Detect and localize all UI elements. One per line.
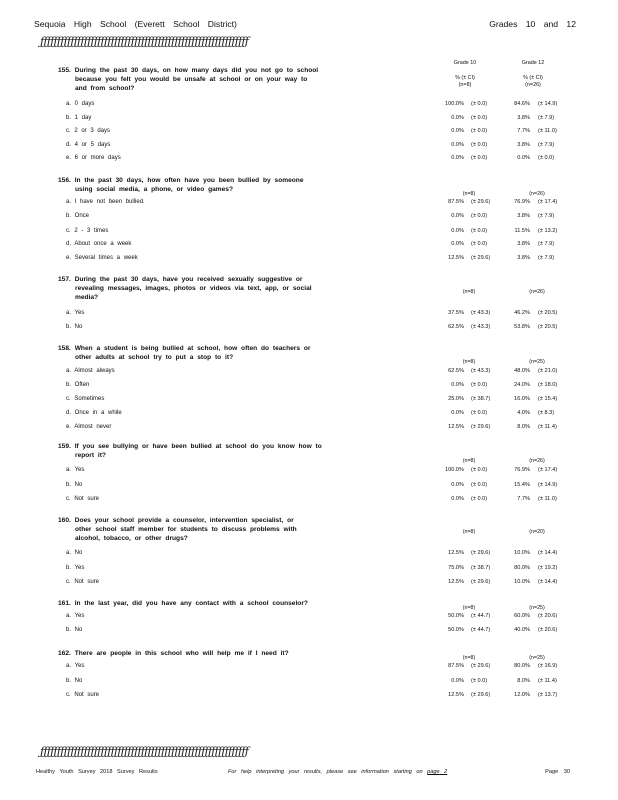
answer-row	[66, 142, 566, 154]
grade10-ci: (± 0.0)	[471, 115, 488, 121]
answer-label: c. 2 - 3 times	[66, 228, 109, 234]
grade10-percent: 12.5%	[448, 255, 464, 261]
grade10-percent: 0.0%	[451, 678, 464, 684]
grade12-ci: (± 8.3)	[538, 410, 555, 416]
grade10-ci: (± 29.6)	[471, 255, 491, 261]
question-text: During the past 30 days, have you received sexually suggestive or	[74, 276, 303, 283]
grade12-ci: (± 14.4)	[538, 550, 558, 556]
answer-row	[66, 627, 566, 639]
answer-label: a. Yes	[66, 613, 85, 619]
grade12-ci: (± 7.9)	[538, 142, 555, 148]
answer-label: a. 0 days	[66, 101, 95, 107]
grade12-percent: 3.8%	[517, 142, 530, 148]
grade10-percent: 0.0%	[451, 115, 464, 121]
grade10-percent: 100.0%	[445, 101, 464, 107]
grade10-n: (n=8)	[458, 82, 472, 88]
footer-page-number: Page 30	[545, 769, 570, 775]
grade10-percent: 75.0%	[448, 565, 464, 571]
answer-label: b. No	[66, 678, 83, 684]
sample-size-grade10: (n=8)	[462, 529, 476, 535]
answer-row	[66, 128, 566, 140]
answer-row	[66, 115, 566, 127]
answer-label: a. Yes	[66, 663, 85, 669]
grade12-ci: (± 20.5)	[538, 324, 558, 330]
grade10-ci: (± 0.0)	[471, 496, 488, 502]
grade12-percent: 0.0%	[517, 155, 530, 161]
grade10-percent: 0.0%	[451, 410, 464, 416]
grade12-ci: (± 16.9)	[538, 663, 558, 669]
question-159	[58, 443, 358, 461]
question-156	[58, 177, 358, 195]
grade10-ci: (± 43.3)	[471, 310, 491, 316]
grade10-percent: 100.0%	[445, 467, 464, 473]
grade12-sub: % (± CI)	[523, 75, 543, 81]
column-header-grade10	[440, 60, 490, 89]
answer-row	[66, 255, 566, 267]
sample-size-grade12: (n=25)	[529, 359, 545, 365]
page-header-school: Sequoia High School (Everett School District)	[34, 19, 237, 29]
grade12-ci: (± 11.4)	[538, 678, 557, 684]
grade12-ci: (± 14.9)	[538, 101, 558, 107]
question-number: 156.	[58, 177, 71, 184]
grade12-percent: 4.0%	[517, 410, 530, 416]
grade12-ci: (± 19.2)	[538, 565, 558, 571]
grade10-ci: (± 29.6)	[471, 424, 491, 430]
grade12-percent: 3.8%	[517, 241, 530, 247]
grade12-ci: (± 14.9)	[538, 482, 558, 488]
grade10-ci: (± 0.0)	[471, 213, 488, 219]
grade10-ci: (± 43.3)	[471, 324, 491, 330]
grade12-percent: 10.0%	[514, 550, 530, 556]
grade12-ci: (± 14.4)	[538, 579, 558, 585]
question-number: 159.	[58, 443, 71, 450]
question-text: In the past 30 days, how often have you been bullied by someone	[74, 177, 304, 184]
sample-size-grade10: (n=8)	[462, 458, 476, 464]
grade10-percent: 0.0%	[451, 128, 464, 134]
grade10-percent: 87.5%	[448, 663, 464, 669]
question-160	[58, 517, 358, 544]
grade12-ci: (± 11.0)	[538, 496, 557, 502]
sample-size-grade10: (n=8)	[462, 359, 476, 365]
grade10-ci: (± 0.0)	[471, 410, 488, 416]
grade12-percent: 53.8%	[514, 324, 530, 330]
grade12-percent: 7.7%	[517, 496, 530, 502]
grade10-ci: (± 38.7)	[471, 396, 491, 402]
grade10-percent: 0.0%	[451, 382, 464, 388]
grade10-percent: 0.0%	[451, 142, 464, 148]
grade12-percent: 16.0%	[514, 396, 530, 402]
grade12-percent: 3.8%	[517, 213, 530, 219]
answer-row	[66, 101, 566, 113]
answer-label: b. 1 day	[66, 115, 92, 121]
answer-row	[66, 467, 566, 479]
grade10-sub: % (± CI)	[455, 75, 475, 81]
question-text-line	[58, 600, 358, 609]
sample-size-grade10: (n=8)	[462, 605, 476, 611]
grade12-percent: 7.7%	[517, 128, 530, 134]
grade12-ci: (± 21.0)	[538, 368, 558, 374]
grade10-percent: 62.5%	[448, 368, 464, 374]
grade12-percent: 12.0%	[514, 692, 530, 698]
answer-label: e. Several times a week	[66, 255, 138, 261]
question-text-line: and from school?	[75, 84, 135, 92]
grade10-ci: (± 0.0)	[471, 482, 488, 488]
grade10-percent: 12.5%	[448, 579, 464, 585]
question-number: 155.	[58, 67, 71, 74]
grade10-percent: 50.0%	[448, 613, 464, 619]
answer-label: b. Often	[66, 382, 90, 388]
footer-help-text	[228, 769, 447, 775]
grade10-ci: (± 29.6)	[471, 550, 491, 556]
grade12-ci: (± 17.4)	[538, 199, 558, 205]
question-number: 157.	[58, 276, 71, 283]
grade10-ci: (± 44.7)	[471, 613, 491, 619]
grade12-ci: (± 11.0)	[538, 128, 557, 134]
grade10-ci: (± 0.0)	[471, 382, 488, 388]
sample-size-grade12: (n=25)	[529, 605, 545, 611]
answer-row	[66, 482, 566, 494]
question-text-line	[58, 177, 358, 186]
grade12-ci: (± 13.7)	[538, 692, 558, 698]
question-text-line	[58, 276, 358, 285]
grade12-ci: (± 20.6)	[538, 613, 558, 619]
answer-row	[66, 382, 566, 394]
grade12-percent: 8.0%	[517, 678, 530, 684]
answer-label: e. 6 or more days	[66, 155, 121, 161]
grade12-label: Grade 12	[521, 60, 545, 66]
answer-row	[66, 199, 566, 211]
question-number: 161.	[58, 600, 71, 607]
grade12-ci: (± 7.9)	[538, 241, 555, 247]
question-text: If you see bullying or have been bullied at school do you know how to	[74, 443, 322, 450]
grade10-percent: 62.5%	[448, 324, 464, 330]
grade10-ci: (± 0.0)	[471, 467, 488, 473]
grade10-ci: (± 29.6)	[471, 663, 491, 669]
grade12-ci: (± 0.0)	[538, 155, 555, 161]
grade12-percent: 40.0%	[514, 627, 530, 633]
answer-label: a. Yes	[66, 467, 85, 473]
answer-row	[66, 663, 566, 675]
answer-row	[66, 228, 566, 240]
grade12-percent: 3.8%	[517, 255, 530, 261]
answer-label: d. 4 or 5 days	[66, 142, 111, 148]
grade12-percent: 3.8%	[517, 115, 530, 121]
grade10-ci: (± 0.0)	[471, 155, 488, 161]
answer-label: a. Almost always	[66, 368, 115, 374]
answer-row	[66, 155, 566, 167]
answer-row	[66, 213, 566, 225]
question-text: When a student is being bullied at school, how often do teachers or	[74, 345, 311, 352]
answer-label: a. Yes	[66, 310, 85, 316]
answer-row	[66, 324, 566, 336]
answer-label: d. About once a week	[66, 241, 132, 247]
question-number: 160.	[58, 517, 71, 524]
grade10-ci: (± 0.0)	[471, 142, 488, 148]
question-text-line	[58, 345, 358, 354]
answer-row	[66, 565, 566, 577]
grade12-percent: 84.6%	[514, 101, 530, 107]
sample-size-grade12: (n=26)	[529, 191, 545, 197]
answer-label: b. Yes	[66, 565, 85, 571]
sample-size-grade10: (n=8)	[462, 655, 476, 661]
grade10-percent: 12.5%	[448, 692, 464, 698]
decorative-rule-top: ƒƒƒƒƒƒƒƒƒƒƒƒƒƒƒƒƒƒƒƒƒƒƒƒƒƒƒƒƒƒƒƒƒƒƒƒƒƒƒƒƒƒƒƒƒƒƒƒƒƒƒƒƒƒƒƒƒƒƒƒƒƒ	[40, 34, 249, 48]
question-text: During the past 30 days, on how many days did you not go to school	[74, 67, 319, 74]
answer-row	[66, 579, 566, 591]
column-header-grade12	[508, 60, 558, 89]
answer-row	[66, 241, 566, 253]
grade10-percent: 25.0%	[448, 396, 464, 402]
grade10-percent: 12.5%	[448, 550, 464, 556]
sample-size-grade10: (n=8)	[462, 289, 476, 295]
grade10-ci: (± 29.6)	[471, 199, 491, 205]
answer-label: c. Not sure	[66, 496, 100, 502]
answer-row	[66, 678, 566, 690]
question-155	[58, 67, 358, 94]
grade12-percent: 10.0%	[514, 579, 530, 585]
sample-size-grade12: (n=26)	[529, 289, 545, 295]
grade12-percent: 80.0%	[514, 663, 530, 669]
answer-label: b. No	[66, 627, 83, 633]
answer-label: a. I have not been bullied.	[66, 199, 145, 205]
answer-row	[66, 424, 566, 436]
question-161	[58, 600, 358, 609]
question-text-line: other school staff member for students to discuss problems with	[75, 525, 297, 533]
footer-help-prefix: For help interpreting your results, please see information starting on	[228, 769, 423, 775]
grade12-ci: (± 15.4)	[538, 396, 558, 402]
grade10-percent: 0.0%	[451, 213, 464, 219]
footer-page-link[interactable]: page 2	[427, 769, 448, 775]
grade10-ci: (± 0.0)	[471, 101, 488, 107]
grade10-percent: 0.0%	[451, 228, 464, 234]
question-number: 162.	[58, 650, 71, 657]
grade12-percent: 48.0%	[514, 368, 530, 374]
answer-row	[66, 550, 566, 562]
answer-label: e. Almost never	[66, 424, 112, 430]
grade12-ci: (± 18.0)	[538, 382, 558, 388]
page-header-grades: Grades 10 and 12	[489, 19, 576, 29]
grade10-percent: 37.5%	[448, 310, 464, 316]
grade10-percent: 0.0%	[451, 482, 464, 488]
answer-label: c. Not sure	[66, 692, 100, 698]
grade12-ci: (± 11.4)	[538, 424, 557, 430]
grade12-ci: (± 17.4)	[538, 467, 558, 473]
grade10-ci: (± 29.6)	[471, 692, 491, 698]
grade12-ci: (± 7.9)	[538, 115, 555, 121]
answer-label: b. Once	[66, 213, 90, 219]
grade10-ci: (± 0.0)	[471, 241, 488, 247]
grade12-percent: 15.4%	[514, 482, 530, 488]
question-text: In the last year, did you have any contact with a school counselor?	[74, 600, 308, 607]
grade10-ci: (± 44.7)	[471, 627, 491, 633]
grade10-ci: (± 0.0)	[471, 228, 488, 234]
grade10-percent: 0.0%	[451, 496, 464, 502]
question-text-line: report it?	[75, 451, 106, 459]
answer-label: c. Not sure	[66, 579, 100, 585]
grade12-ci: (± 20.5)	[538, 310, 558, 316]
grade10-ci: (± 29.6)	[471, 579, 491, 585]
question-text: There are people in this school who will help me if I need it?	[74, 650, 289, 657]
question-text-line: alcohol, tobacco, or other drugs?	[75, 534, 188, 542]
grade10-percent: 0.0%	[451, 155, 464, 161]
sample-size-grade12: (n=25)	[529, 655, 545, 661]
question-158	[58, 345, 358, 363]
question-157	[58, 276, 358, 303]
answer-label: b. No	[66, 324, 83, 330]
grade12-ci: (± 7.9)	[538, 213, 555, 219]
answer-row	[66, 396, 566, 408]
decorative-rule-bottom: ƒƒƒƒƒƒƒƒƒƒƒƒƒƒƒƒƒƒƒƒƒƒƒƒƒƒƒƒƒƒƒƒƒƒƒƒƒƒƒƒƒƒƒƒƒƒƒƒƒƒƒƒƒƒƒƒƒƒƒƒƒƒ	[40, 744, 249, 758]
sample-size-grade12: (n=20)	[529, 529, 545, 535]
grade12-percent: 8.0%	[517, 424, 530, 430]
answer-label: c. Sometimes	[66, 396, 105, 402]
answer-row	[66, 368, 566, 380]
question-text-line	[58, 517, 358, 526]
grade12-n: (n=26)	[525, 82, 541, 88]
grade10-percent: 0.0%	[451, 241, 464, 247]
question-text-line: media?	[75, 293, 99, 301]
grade10-percent: 87.5%	[448, 199, 464, 205]
question-text-line: because you felt you would be unsafe at school or on your way to	[75, 75, 308, 83]
grade12-percent: 76.9%	[514, 199, 530, 205]
question-text-line: other adults at school try to put a stop to it?	[75, 353, 234, 361]
question-text-line	[58, 67, 358, 76]
grade12-percent: 24.0%	[514, 382, 530, 388]
question-text-line: revealing messages, images, photos or videos via text, app, or social	[75, 284, 312, 292]
answer-label: d. Once in a while	[66, 410, 122, 416]
grade12-ci: (± 20.6)	[538, 627, 558, 633]
sample-size-grade12: (n=26)	[529, 458, 545, 464]
grade12-percent: 80.0%	[514, 565, 530, 571]
footer-survey-title: Healthy Youth Survey 2018 Survey Results	[36, 769, 158, 775]
answer-row	[66, 496, 566, 508]
grade10-percent: 12.5%	[448, 424, 464, 430]
question-text-line: using social media, a phone, or video games?	[75, 185, 234, 193]
grade12-percent: 60.0%	[514, 613, 530, 619]
grade10-ci: (± 43.3)	[471, 368, 491, 374]
grade10-ci: (± 0.0)	[471, 128, 488, 134]
grade10-percent: 50.0%	[448, 627, 464, 633]
question-text-line	[58, 650, 358, 659]
grade12-percent: 76.9%	[514, 467, 530, 473]
question-number: 158.	[58, 345, 71, 352]
grade10-label: Grade 10	[453, 60, 477, 66]
sample-size-grade10: (n=8)	[462, 191, 476, 197]
answer-label: b. No	[66, 482, 83, 488]
answer-row	[66, 410, 566, 422]
grade12-percent: 46.2%	[514, 310, 530, 316]
answer-label: a. No	[66, 550, 83, 556]
answer-label: c. 2 or 3 days	[66, 128, 111, 134]
question-text: Does your school provide a counselor, intervention specialist, or	[74, 517, 294, 524]
answer-row	[66, 310, 566, 322]
grade10-ci: (± 0.0)	[471, 678, 488, 684]
answer-row	[66, 613, 566, 625]
grade12-ci: (± 13.2)	[538, 228, 558, 234]
grade12-percent: 11.5%	[514, 228, 530, 234]
question-text-line	[58, 443, 358, 452]
grade10-ci: (± 38.7)	[471, 565, 491, 571]
answer-row	[66, 692, 566, 704]
question-162	[58, 650, 358, 659]
grade12-ci: (± 7.9)	[538, 255, 555, 261]
